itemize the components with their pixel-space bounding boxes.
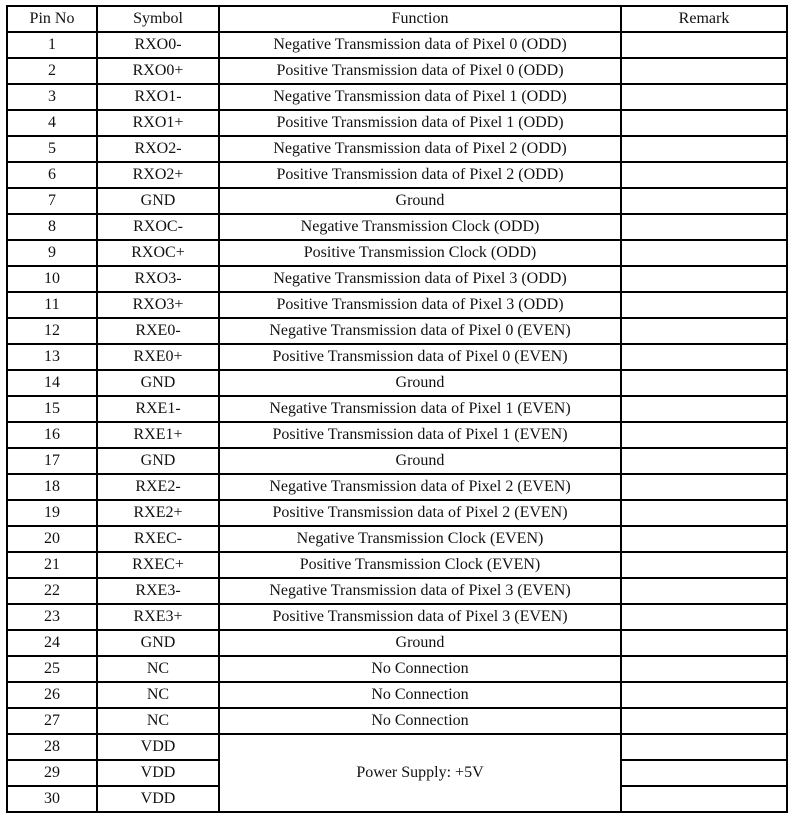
- remark-cell: [621, 448, 787, 474]
- function-cell: Positive Transmission Clock (ODD): [219, 240, 621, 266]
- table-row: [7, 656, 787, 682]
- remark-cell: [621, 604, 787, 630]
- table-row: [7, 266, 787, 292]
- pin-no-cell: 13: [7, 344, 97, 370]
- pin-no-cell: 6: [7, 162, 97, 188]
- remark-cell: [621, 110, 787, 136]
- table-row: [7, 708, 787, 734]
- remark-cell: [621, 474, 787, 500]
- function-cell: Negative Transmission Clock (ODD): [219, 214, 621, 240]
- table-row: [7, 500, 787, 526]
- function-cell: Negative Transmission data of Pixel 1 (ODD): [219, 84, 621, 110]
- function-cell: Negative Transmission data of Pixel 1 (EVEN): [219, 396, 621, 422]
- symbol-cell: RXE1-: [97, 396, 219, 422]
- column-header-function: Function: [219, 6, 621, 32]
- symbol-cell: RXO2-: [97, 136, 219, 162]
- remark-cell: [621, 578, 787, 604]
- table-row: [7, 604, 787, 630]
- function-cell: Positive Transmission Clock (EVEN): [219, 552, 621, 578]
- function-cell: Negative Transmission data of Pixel 2 (ODD): [219, 136, 621, 162]
- symbol-cell: NC: [97, 708, 219, 734]
- symbol-cell: GND: [97, 448, 219, 474]
- function-cell: Positive Transmission data of Pixel 3 (EVEN): [219, 604, 621, 630]
- remark-cell: [621, 344, 787, 370]
- symbol-cell: RXE1+: [97, 422, 219, 448]
- symbol-cell: GND: [97, 370, 219, 396]
- pin-no-cell: 4: [7, 110, 97, 136]
- table-row: [7, 552, 787, 578]
- pin-no-cell: 27: [7, 708, 97, 734]
- symbol-cell: RXE2+: [97, 500, 219, 526]
- remark-cell: [621, 318, 787, 344]
- table-row: [7, 84, 787, 110]
- remark-cell: [621, 214, 787, 240]
- function-cell: Positive Transmission data of Pixel 1 (ODD): [219, 110, 621, 136]
- remark-cell: [621, 682, 787, 708]
- pin-no-cell: 20: [7, 526, 97, 552]
- pin-no-cell: 1: [7, 32, 97, 58]
- remark-cell: [621, 84, 787, 110]
- symbol-cell: RXE3-: [97, 578, 219, 604]
- table-row: [7, 162, 787, 188]
- pin-no-cell: 14: [7, 370, 97, 396]
- symbol-cell: GND: [97, 630, 219, 656]
- pin-no-cell: 17: [7, 448, 97, 474]
- remark-cell: [621, 58, 787, 84]
- table-row: [7, 370, 787, 396]
- pin-no-cell: 5: [7, 136, 97, 162]
- pin-no-cell: 21: [7, 552, 97, 578]
- remark-cell: [621, 422, 787, 448]
- pin-table-body: [7, 32, 787, 812]
- function-cell: Positive Transmission data of Pixel 1 (EVEN): [219, 422, 621, 448]
- symbol-cell: NC: [97, 682, 219, 708]
- symbol-cell: NC: [97, 656, 219, 682]
- pin-no-cell: 18: [7, 474, 97, 500]
- remark-cell: [621, 240, 787, 266]
- table-row: [7, 578, 787, 604]
- symbol-cell: RXO0+: [97, 58, 219, 84]
- pin-no-cell: 15: [7, 396, 97, 422]
- remark-cell: [621, 396, 787, 422]
- function-cell: Negative Transmission data of Pixel 3 (ODD): [219, 266, 621, 292]
- pin-no-cell: 25: [7, 656, 97, 682]
- pin-no-cell: 23: [7, 604, 97, 630]
- symbol-cell: VDD: [97, 734, 219, 760]
- pin-no-cell: 26: [7, 682, 97, 708]
- table-row: [7, 448, 787, 474]
- remark-cell: [621, 786, 787, 812]
- table-row: [7, 630, 787, 656]
- symbol-cell: VDD: [97, 786, 219, 812]
- function-cell: Negative Transmission Clock (EVEN): [219, 526, 621, 552]
- symbol-cell: RXO1+: [97, 110, 219, 136]
- remark-cell: [621, 162, 787, 188]
- pin-no-cell: 10: [7, 266, 97, 292]
- function-cell: No Connection: [219, 656, 621, 682]
- pin-no-cell: 12: [7, 318, 97, 344]
- pin-no-cell: 28: [7, 734, 97, 760]
- pin-no-cell: 29: [7, 760, 97, 786]
- remark-cell: [621, 136, 787, 162]
- table-row: [7, 344, 787, 370]
- pin-no-cell: 30: [7, 786, 97, 812]
- column-header-pin-no: Pin No: [7, 6, 97, 32]
- function-cell: Power Supply: +5V: [219, 734, 621, 812]
- function-cell: Negative Transmission data of Pixel 0 (ODD): [219, 32, 621, 58]
- table-row: [7, 526, 787, 552]
- pin-no-cell: 7: [7, 188, 97, 214]
- table-row: [7, 188, 787, 214]
- symbol-cell: GND: [97, 188, 219, 214]
- table-row: [7, 318, 787, 344]
- remark-cell: [621, 630, 787, 656]
- function-cell: Negative Transmission data of Pixel 3 (EVEN): [219, 578, 621, 604]
- remark-cell: [621, 500, 787, 526]
- symbol-cell: RXEC-: [97, 526, 219, 552]
- symbol-cell: RXE3+: [97, 604, 219, 630]
- remark-cell: [621, 32, 787, 58]
- symbol-cell: RXE0+: [97, 344, 219, 370]
- pin-no-cell: 19: [7, 500, 97, 526]
- symbol-cell: RXO0-: [97, 32, 219, 58]
- function-cell: Negative Transmission data of Pixel 0 (EVEN): [219, 318, 621, 344]
- pin-no-cell: 24: [7, 630, 97, 656]
- function-cell: Ground: [219, 448, 621, 474]
- pin-no-cell: 11: [7, 292, 97, 318]
- table-row: [7, 32, 787, 58]
- function-cell: No Connection: [219, 708, 621, 734]
- symbol-cell: RXE0-: [97, 318, 219, 344]
- function-cell: No Connection: [219, 682, 621, 708]
- remark-cell: [621, 292, 787, 318]
- remark-cell: [621, 708, 787, 734]
- function-cell: Ground: [219, 370, 621, 396]
- function-cell: Positive Transmission data of Pixel 0 (EVEN): [219, 344, 621, 370]
- remark-cell: [621, 734, 787, 760]
- symbol-cell: RXOC-: [97, 214, 219, 240]
- remark-cell: [621, 552, 787, 578]
- pin-assignment-table: [6, 5, 788, 813]
- symbol-cell: RXO3-: [97, 266, 219, 292]
- symbol-cell: RXE2-: [97, 474, 219, 500]
- table-row: [7, 396, 787, 422]
- symbol-cell: RXO3+: [97, 292, 219, 318]
- remark-cell: [621, 760, 787, 786]
- table-row: [7, 734, 787, 760]
- table-row: [7, 292, 787, 318]
- table-row: [7, 110, 787, 136]
- function-cell: Ground: [219, 630, 621, 656]
- pin-no-cell: 16: [7, 422, 97, 448]
- pin-no-cell: 8: [7, 214, 97, 240]
- pin-no-cell: 2: [7, 58, 97, 84]
- function-cell: Positive Transmission data of Pixel 2 (EVEN): [219, 500, 621, 526]
- table-row: [7, 58, 787, 84]
- function-cell: Negative Transmission data of Pixel 2 (EVEN): [219, 474, 621, 500]
- symbol-cell: RXOC+: [97, 240, 219, 266]
- remark-cell: [621, 656, 787, 682]
- remark-cell: [621, 266, 787, 292]
- column-header-remark: Remark: [621, 6, 787, 32]
- pin-no-cell: 3: [7, 84, 97, 110]
- table-row: [7, 474, 787, 500]
- table-row: [7, 240, 787, 266]
- symbol-cell: VDD: [97, 760, 219, 786]
- function-cell: Positive Transmission data of Pixel 2 (ODD): [219, 162, 621, 188]
- function-cell: Ground: [219, 188, 621, 214]
- remark-cell: [621, 188, 787, 214]
- table-row: [7, 214, 787, 240]
- symbol-cell: RXO2+: [97, 162, 219, 188]
- column-header-symbol: Symbol: [97, 6, 219, 32]
- symbol-cell: RXO1-: [97, 84, 219, 110]
- symbol-cell: RXEC+: [97, 552, 219, 578]
- function-cell: Positive Transmission data of Pixel 0 (ODD): [219, 58, 621, 84]
- remark-cell: [621, 526, 787, 552]
- pin-no-cell: 22: [7, 578, 97, 604]
- table-row: [7, 136, 787, 162]
- function-cell: Positive Transmission data of Pixel 3 (ODD): [219, 292, 621, 318]
- table-row: [7, 422, 787, 448]
- table-header-row: [7, 6, 787, 32]
- table-row: [7, 682, 787, 708]
- pin-no-cell: 9: [7, 240, 97, 266]
- remark-cell: [621, 370, 787, 396]
